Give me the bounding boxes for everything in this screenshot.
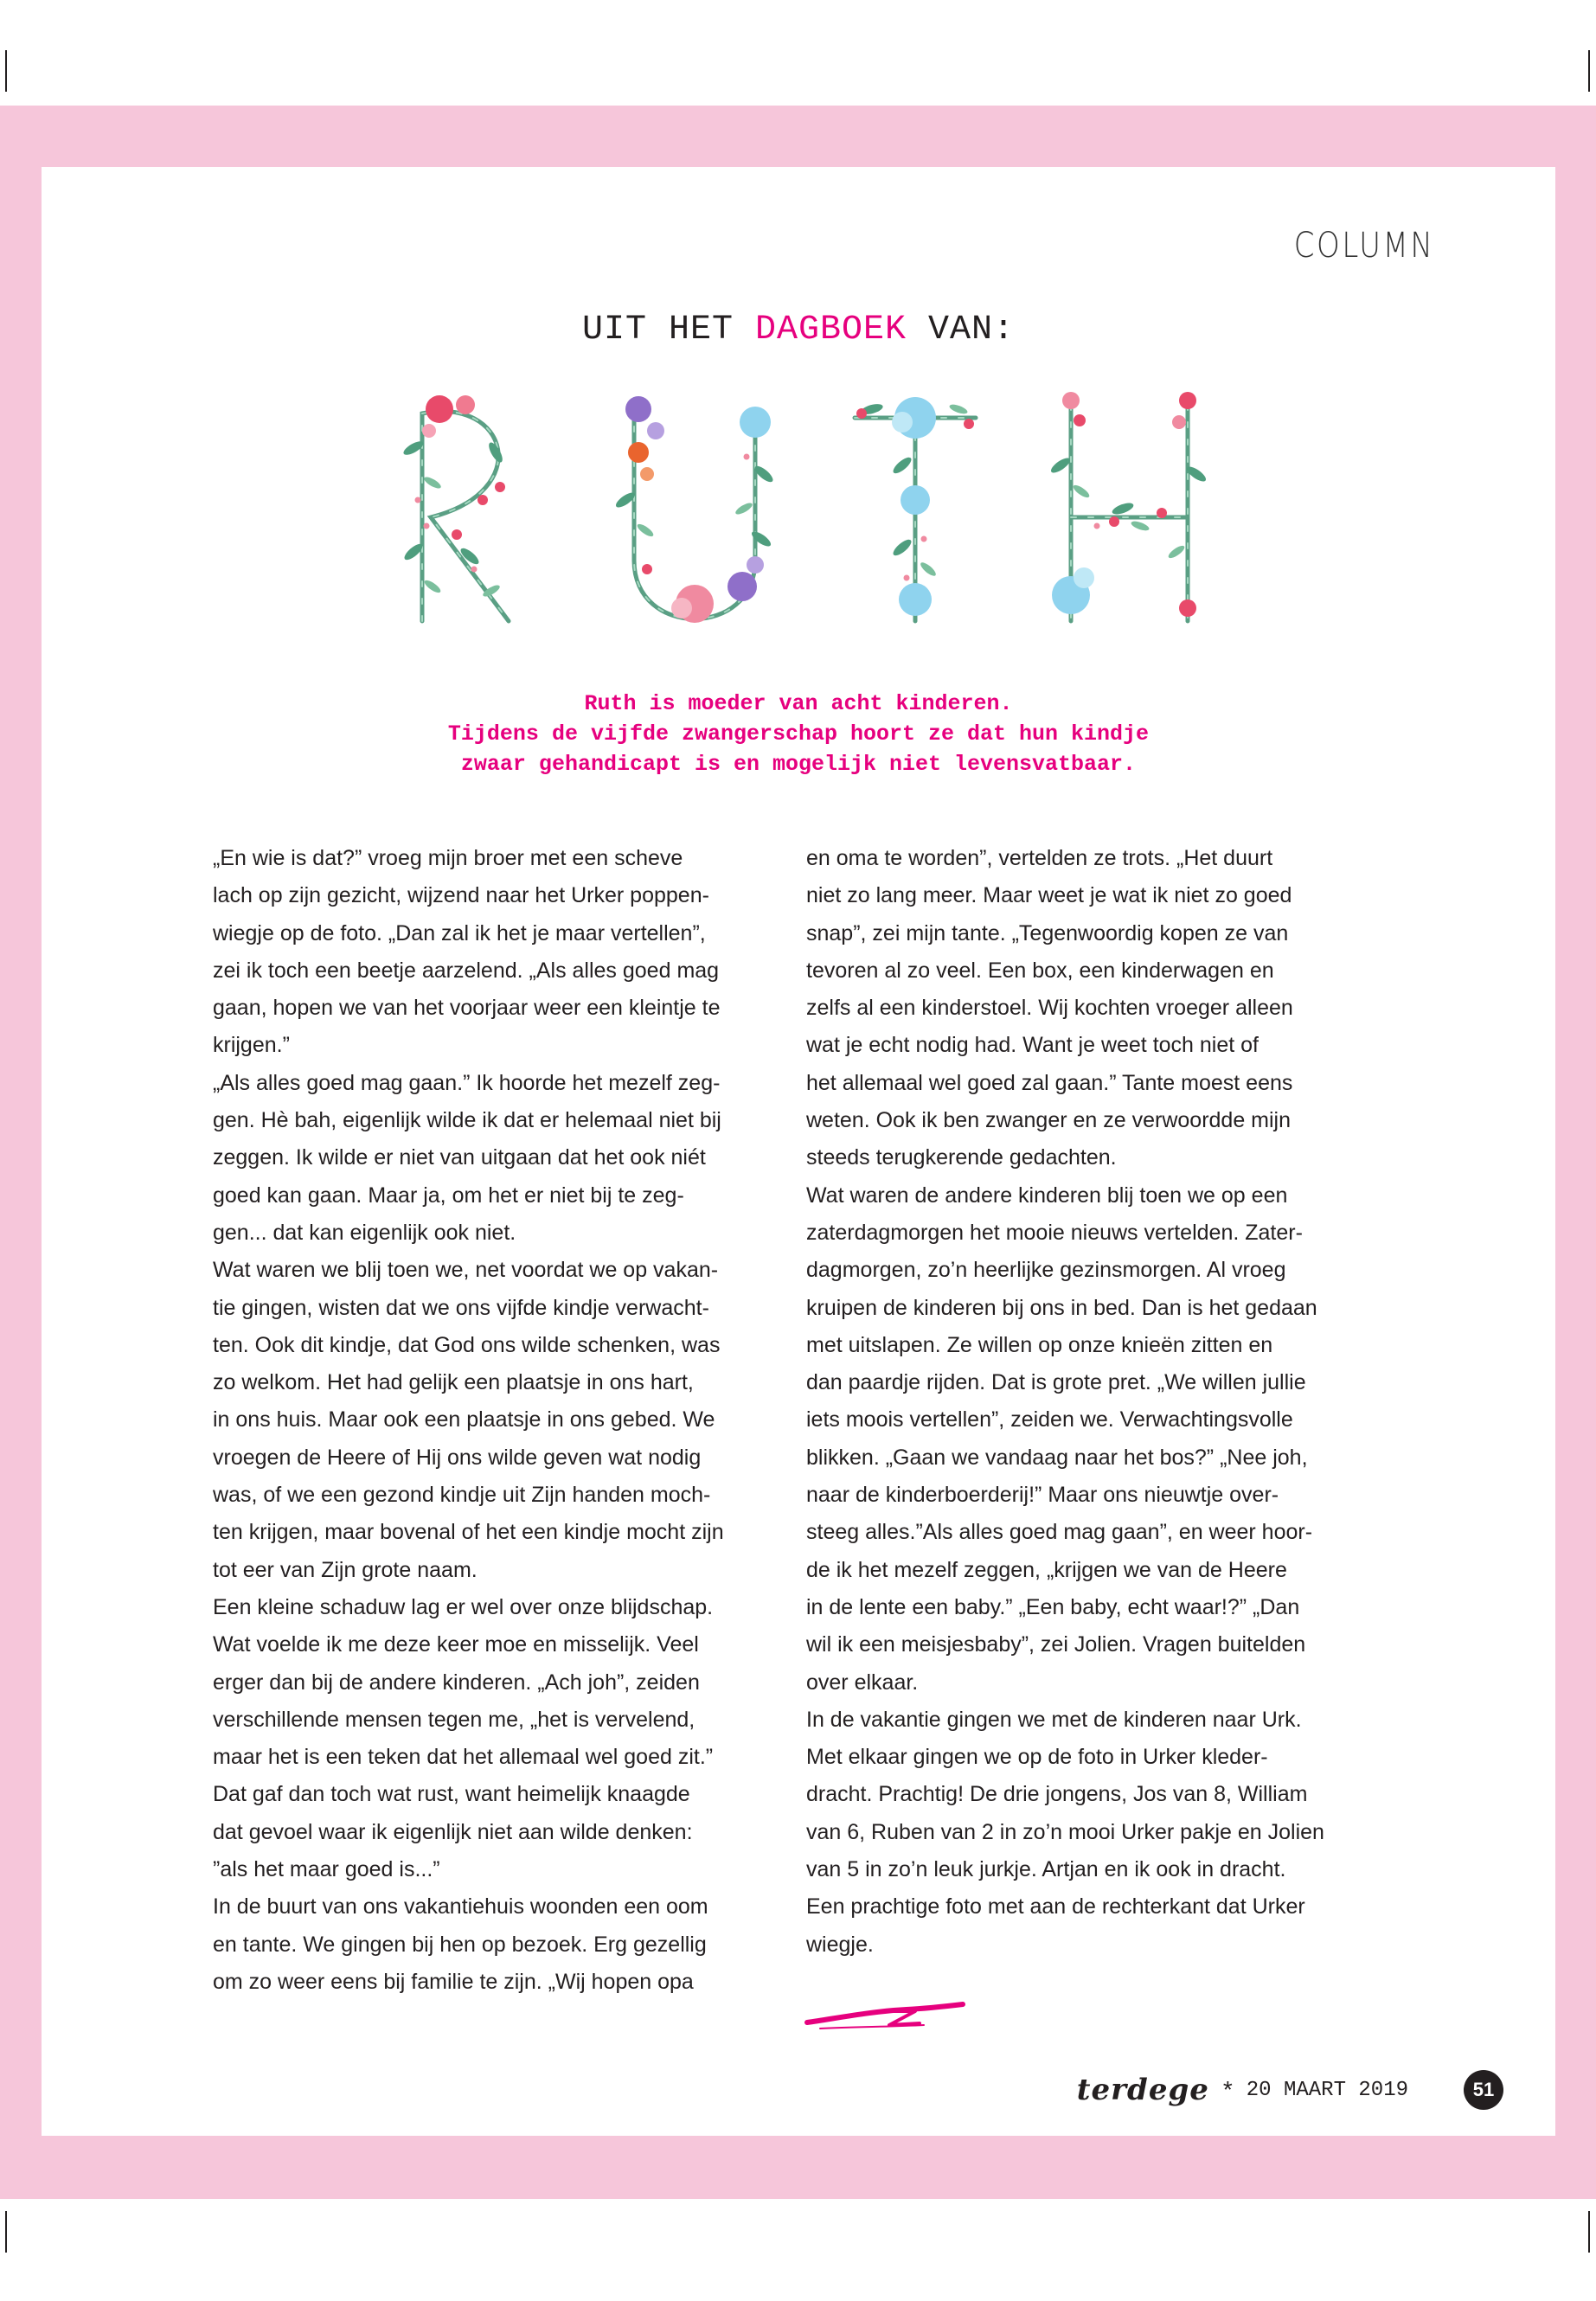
text-line: naar de kinderboerderij!” Maar ons nieuwtje over- (806, 1483, 1279, 1508)
text-line: de ik het mezelf zeggen, „krijgen we van de Heere (806, 1557, 1287, 1582)
issue-date: 20 MAART 2019 (1246, 2078, 1408, 2102)
title-suffix: VAN: (907, 311, 1016, 349)
text-line: ten. Ook dit kindje, dat God ons wilde schenken, was (213, 1332, 721, 1357)
text-line: wiegje. (806, 1932, 874, 1957)
text-line: Met elkaar gingen we op de foto in Urker kleder- (806, 1745, 1268, 1770)
body-column-left (213, 840, 827, 2001)
text-line: zaterdagmorgen het mooie nieuws vertelden. Zater- (806, 1220, 1303, 1245)
text-line: kruipen de kinderen bij ons in bed. Dan is het gedaan (806, 1295, 1317, 1320)
text-line: in de lente een baby.” „Een baby, echt waar!?” „Dan (806, 1594, 1300, 1619)
text-line: in ons huis. Maar ook een plaatsje in ons gebed. We (213, 1407, 715, 1433)
text-line: In de vakantie gingen we met de kinderen naar Urk. (806, 1707, 1302, 1732)
text-line: Dat gaf dan toch wat rust, want heimelijk knaagde (213, 1782, 690, 1807)
floral-name-illustration (388, 370, 1235, 656)
text-line: erger dan bij de andere kinderen. „Ach joh”, zeiden (213, 1670, 700, 1695)
page-footer (1077, 2060, 1503, 2120)
separator-star-icon: * (1222, 2076, 1233, 2103)
text-line: Een prachtige foto met aan de rechterkant dat Urker (806, 1894, 1305, 1920)
text-line: steeg alles.”Als alles goed mag gaan”, en weer hoor- (806, 1520, 1313, 1545)
text-line: van 6, Ruben van 2 in zo’n mooi Urker pakje en Jolien (806, 1819, 1324, 1844)
signature-flourish (803, 1992, 967, 2035)
crop-mark (1588, 50, 1590, 92)
text-line: lach op zijn gezicht, wijzend naar het Urker poppen- (213, 883, 709, 908)
text-line: krijgen.” (213, 1033, 290, 1058)
text-line: dagmorgen, zo’n heerlijke gezinsmorgen. Al vroeg (806, 1258, 1286, 1283)
intro-line: Ruth is moeder van acht kinderen. (584, 691, 1013, 716)
intro-line: Tijdens de vijfde zwangerschap hoort ze dat hun kindje (447, 721, 1150, 747)
text-line: over elkaar. (806, 1670, 919, 1695)
text-line: zelfs al een kinderstoel. Wij kochten vroeger alleen (806, 996, 1293, 1021)
text-line: wiegje op de foto. „Dan zal ik het je maar vertellen”, (213, 920, 706, 945)
column-label: COLUMN (1293, 226, 1434, 266)
title-accent: DAGBOEK (754, 311, 907, 349)
text-line: Wat waren de andere kinderen blij toen we op een (806, 1183, 1288, 1208)
text-line: dracht. Prachtig! De drie jongens, Jos van 8, William (806, 1782, 1308, 1807)
intro-line: zwaar gehandicapt is en mogelijk niet levensvatbaar. (460, 752, 1137, 777)
text-line: en oma te worden”, vertelden ze trots. „Het duurt (806, 846, 1273, 870)
text-line: ten krijgen, maar bovenal of het een kindje mocht zijn (213, 1520, 724, 1545)
page-number: 51 (1464, 2070, 1503, 2110)
text-line: gen. Hè bah, eigenlijk wilde ik dat er helemaal niet bij (213, 1108, 721, 1133)
magazine-page (42, 167, 1555, 2136)
text-line: tevoren al zo veel. Een box, een kinderwagen en (806, 958, 1274, 983)
text-line: In de buurt van ons vakantiehuis woonden een oom (213, 1894, 708, 1920)
text-line: en tante. We gingen bij hen op bezoek. Erg gezellig (213, 1932, 707, 1957)
text-line: dat gevoel waar ik eigenlijk niet aan wilde denken: (213, 1819, 693, 1844)
crop-mark (5, 50, 7, 92)
text-line: wat je echt nodig had. Want je weet toch niet of (806, 1033, 1259, 1058)
text-line: zo welkom. Het had gelijk een plaatsje in ons hart, (213, 1370, 694, 1395)
text-line: zei ik toch een beetje aarzelend. „Als alles goed mag (213, 958, 720, 983)
text-line: om zo weer eens bij familie te zijn. „Wij hopen opa (213, 1969, 694, 1994)
text-line: goed kan gaan. Maar ja, om het er niet bij te zeg- (213, 1183, 684, 1208)
magazine-logo: terdege (1076, 2073, 1209, 2107)
crop-mark (1588, 2211, 1590, 2253)
text-line: „En wie is dat?” vroeg mijn broer met een scheve (213, 846, 683, 870)
text-line: vroegen de Heere of Hij ons wilde geven wat nodig (213, 1445, 702, 1470)
text-line: verschillende mensen tegen me, „het is vervelend, (213, 1707, 695, 1732)
text-line: maar het is een teken dat het allemaal wel goed zit.” (213, 1745, 714, 1770)
text-line: met uitslapen. Ze willen op onze knieën zitten en (806, 1332, 1273, 1357)
intro-text (42, 689, 1555, 779)
crop-mark (5, 2211, 7, 2253)
text-line: ”als het maar goed is...” (213, 1857, 440, 1882)
text-line: gen... dat kan eigenlijk ook niet. (213, 1220, 516, 1245)
text-line: was, of we een gezond kindje uit Zijn handen moch- (213, 1483, 711, 1508)
text-line: Wat voelde ik me deze keer moe en misselijk. Veel (213, 1632, 699, 1657)
text-line: snap”, zei mijn tante. „Tegenwoordig kopen ze van (806, 920, 1289, 945)
text-line: tot eer van Zijn grote naam. (213, 1557, 478, 1582)
text-line: iets moois vertellen”, zeiden we. Verwachtingsvolle (806, 1407, 1293, 1433)
title-prefix: UIT HET (581, 311, 755, 349)
text-line: gaan, hopen we van het voorjaar weer een kleintje te (213, 996, 721, 1021)
page-title (42, 311, 1555, 349)
text-line: dan paardje rijden. Dat is grote pret. „We willen jullie (806, 1370, 1306, 1395)
text-line: tie gingen, wisten dat we ons vijfde kindje verwacht- (213, 1295, 709, 1320)
text-line: Een kleine schaduw lag er wel over onze blijdschap. (213, 1594, 714, 1619)
text-line: „Als alles goed mag gaan.” Ik hoorde het mezelf zeg- (213, 1070, 721, 1095)
text-line: blikken. „Gaan we vandaag naar het bos?” „Nee joh, (806, 1445, 1308, 1470)
text-line: niet zo lang meer. Maar weet je wat ik niet zo goed (806, 883, 1292, 908)
text-line: het allemaal wel goed zal gaan.” Tante moest eens (806, 1070, 1293, 1095)
body-column-right (806, 840, 1420, 1964)
text-line: weten. Ook ik ben zwanger en ze verwoordde mijn (806, 1108, 1292, 1133)
text-line: wil ik een meisjesbaby”, zei Jolien. Vragen buitelden (806, 1632, 1306, 1657)
text-line: steeds terugkerende gedachten. (806, 1145, 1117, 1170)
text-line: van 5 in zo’n leuk jurkje. Artjan en ik ook in dracht. (806, 1857, 1286, 1882)
text-line: zeggen. Ik wilde er niet van uitgaan dat het ook niét (213, 1145, 706, 1170)
text-line: Wat waren we blij toen we, net voordat we op vakan- (213, 1258, 719, 1283)
